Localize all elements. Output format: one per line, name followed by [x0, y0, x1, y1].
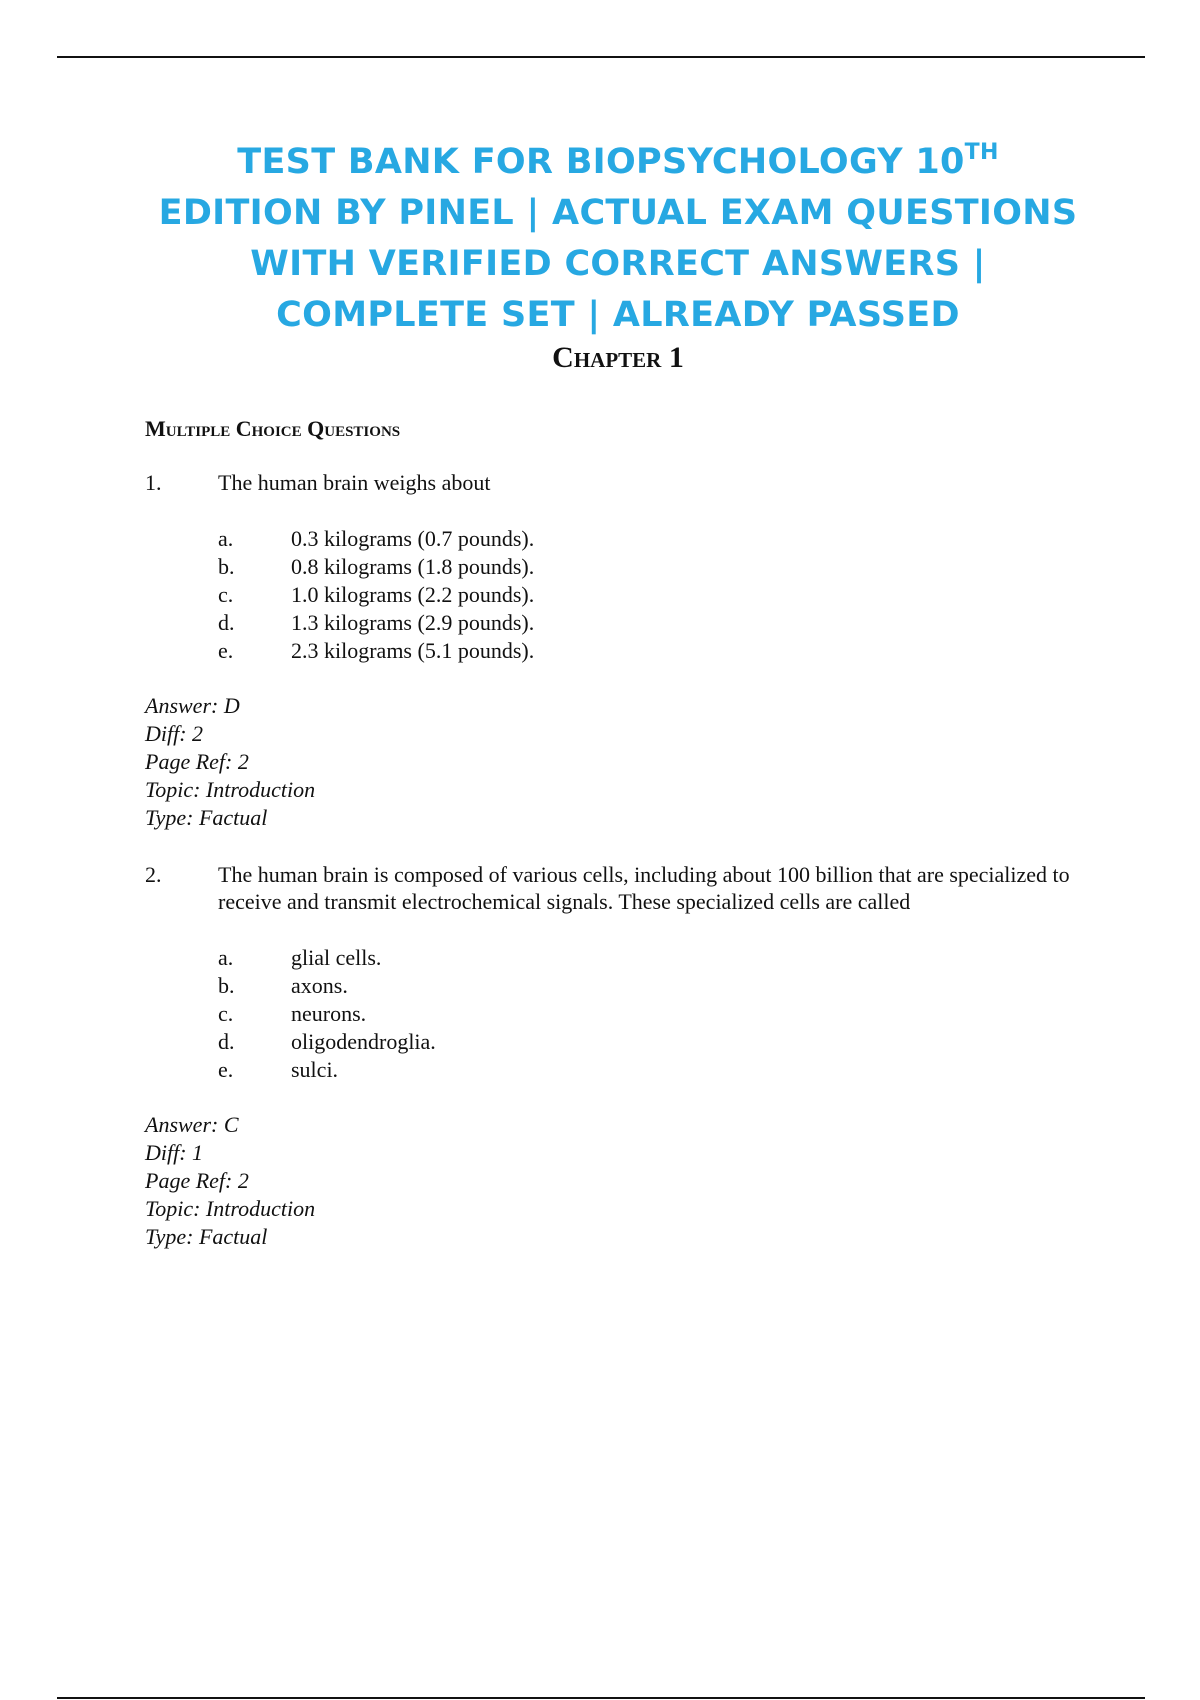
option-letter: d. — [218, 610, 235, 635]
answer-line: Answer: D — [145, 693, 240, 718]
option-text: 0.8 kilograms (1.8 pounds). — [291, 554, 535, 579]
question-stem — [145, 861, 1085, 915]
option-text: 2.3 kilograms (5.1 pounds). — [291, 638, 535, 663]
answer-metadata — [145, 1111, 1085, 1251]
type-line: Type: Factual — [145, 805, 268, 830]
option-item — [218, 609, 1085, 637]
option-text: neurons. — [291, 1001, 367, 1026]
option-letter: a. — [218, 945, 234, 970]
option-letter: b. — [218, 973, 235, 998]
option-letter: a. — [218, 526, 234, 551]
option-text: 0.3 kilograms (0.7 pounds). — [291, 526, 535, 551]
question-number: 1. — [145, 470, 162, 495]
option-item — [218, 553, 1085, 581]
option-text: axons. — [291, 973, 348, 998]
option-letter: b. — [218, 554, 235, 579]
option-item — [218, 1000, 1085, 1028]
option-list — [218, 525, 1085, 665]
title-line-2: EDITION BY PINEL | ACTUAL EXAM QUESTIONS — [158, 193, 1078, 233]
question-text: The human brain is composed of various cells, including about 100 billion that are specialized to receive and transmit electrochemical signals. These specialized cells are called — [218, 862, 1070, 914]
option-letter: e. — [218, 1057, 234, 1082]
question-2 — [145, 861, 1085, 1251]
title-superscript: TH — [964, 140, 999, 165]
difficulty-line: Diff: 2 — [145, 721, 204, 746]
option-item — [218, 1056, 1085, 1084]
answer-line: Answer: C — [145, 1112, 239, 1137]
option-text: 1.3 kilograms (2.9 pounds). — [291, 610, 535, 635]
option-item — [218, 525, 1085, 553]
option-letter: c. — [218, 582, 234, 607]
option-text: sulci. — [291, 1057, 339, 1082]
footer-rule — [57, 1697, 1145, 1699]
option-text: glial cells. — [291, 945, 382, 970]
question-stem — [145, 469, 1085, 496]
answer-metadata — [145, 692, 1085, 832]
title-line-1: TEST BANK FOR BIOPSYCHOLOGY 10TH — [237, 140, 999, 182]
option-item — [218, 637, 1085, 665]
option-letter: c. — [218, 1001, 234, 1026]
topic-line: Topic: Introduction — [145, 1196, 316, 1221]
question-1 — [145, 469, 1085, 832]
option-item — [218, 944, 1085, 972]
header-rule — [57, 56, 1145, 58]
option-letter: e. — [218, 638, 234, 663]
page-ref-line: Page Ref: 2 — [145, 1168, 249, 1193]
title-line-3: WITH VERIFIED CORRECT ANSWERS | — [250, 244, 986, 284]
option-letter: d. — [218, 1029, 235, 1054]
section-heading: Multiple Choice Questions — [145, 416, 401, 441]
title-line-4: COMPLETE SET | ALREADY PASSED — [276, 295, 960, 335]
question-text: The human brain weighs about — [218, 470, 491, 495]
difficulty-line: Diff: 1 — [145, 1140, 204, 1165]
option-text: 1.0 kilograms (2.2 pounds). — [291, 582, 535, 607]
option-list — [218, 944, 1085, 1084]
option-item — [218, 581, 1085, 609]
page-ref-line: Page Ref: 2 — [145, 749, 249, 774]
option-item — [218, 1028, 1085, 1056]
chapter-heading: Chapter 1 — [552, 341, 684, 374]
type-line: Type: Factual — [145, 1224, 268, 1249]
question-number: 2. — [145, 862, 162, 887]
document-title — [0, 137, 1200, 341]
option-text: oligodendroglia. — [291, 1029, 436, 1054]
option-item — [218, 972, 1085, 1000]
topic-line: Topic: Introduction — [145, 777, 316, 802]
